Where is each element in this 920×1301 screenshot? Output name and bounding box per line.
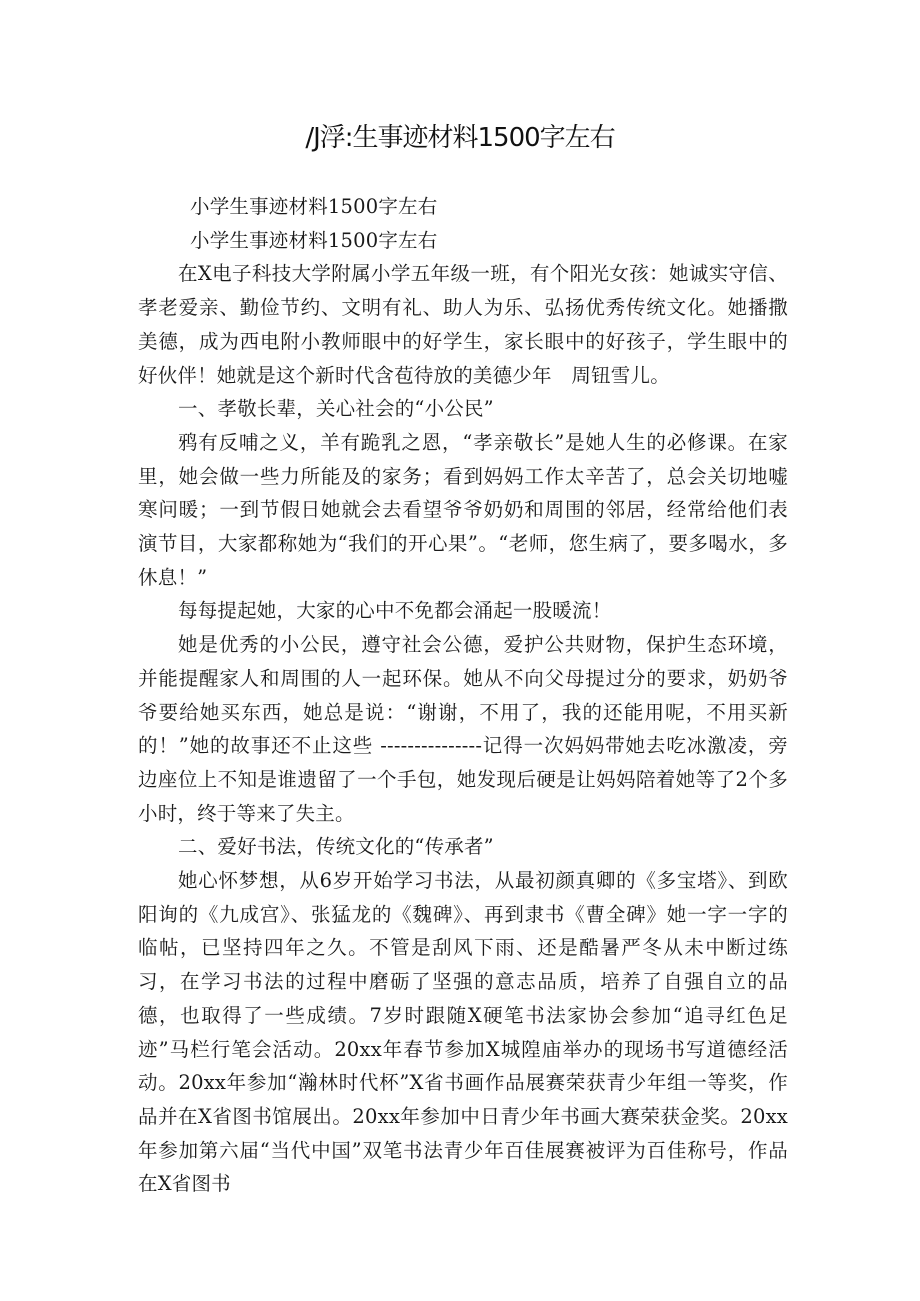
subtitle-line: 小学生事迹材料1500字左右: [190, 228, 438, 252]
body-paragraph: 她是优秀的小公民，遵守社会公德，爱护公共财物，保护生态环境，并能提醒家人和周围的人一起环保。她从不向父母提过分的要求，奶奶爷爷要给她买东西，她总是说：“谢谢，不用了，我的还能用呢，不用买新的！”她的故事还不止这些 ---------------记得一次妈妈带她去吃冰激凌，旁边座位上不知是谁遗留了一个手包，她发现后硬是让妈妈陪着她等了2个多小时，终于等来了失主。: [138, 633, 788, 825]
body-paragraph: 鸦有反哺之义，羊有跪乳之恩，“孝亲敬长”是她人生的必修课。在家里，她会做一些力所能及的家务；看到妈妈工作太辛苦了，总会关切地嘘寒问暖；一到节假日她就会去看望爷爷奶奶和周围的邻居，经常给他们表演节目，大家都称她为“我们的开心果”。“老师，您生病了，要多喝水，多休息！”: [138, 430, 788, 589]
document-body: [138, 190, 788, 1201]
intro-paragraph: 在X电子科技大学附属小学五年级一班，有个阳光女孩：她诚实守信、孝老爱亲、勤俭节约、文明有礼、助人为乐、弘扬优秀传统文化。她播撒美德，成为西电附小教师眼中的好学生，家长眼中的好孩子，学生眼中的好伙伴！她就是这个新时代含苞待放的美德少年 周钮雪儿。: [138, 262, 788, 387]
document-title: /J浮:生事迹材料1500字左右: [305, 123, 615, 153]
subtitle-line: 小学生事迹材料1500字左右: [190, 195, 438, 218]
body-paragraph: 每每提起她，大家的心中不免都会涌起一股暖流！: [178, 599, 612, 623]
body-paragraph: 她心怀梦想，从6岁开始学习书法，从最初颜真卿的《多宝塔》、到欧阳询的《九成宫》、张猛龙的《魏碑》、再到隶书《曹全碑》她一字一字的临帖，已坚持四年之久。不管是刮风下雨、还是酷暑严冬从未中断过练习，在学习书法的过程中磨砺了坚强的意志品质，培养了自强自立的品德，也取得了一些成绩。7岁时跟随X硬笔书法家协会参加“追寻红色足迹”马栏行笔会活动。20xx年春节参加X城隍庙举办的现场书写道德经活动。20xx年参加“瀚林时代杯”X省书画作品展赛荣获青少年组一等奖，作品并在X省图书馆展出。20xx年参加中日青少年书画大赛荣获金奖。20xx年参加第六届“当代中国”双笔书法青少年百佳展赛被评为百佳称号，作品在X省图书: [138, 869, 788, 1196]
section-heading: 二、爱好书法，传统文化的“传承者”: [178, 835, 494, 859]
section-heading: 一、孝敬长辈，关心社会的“小公民”: [178, 397, 494, 421]
